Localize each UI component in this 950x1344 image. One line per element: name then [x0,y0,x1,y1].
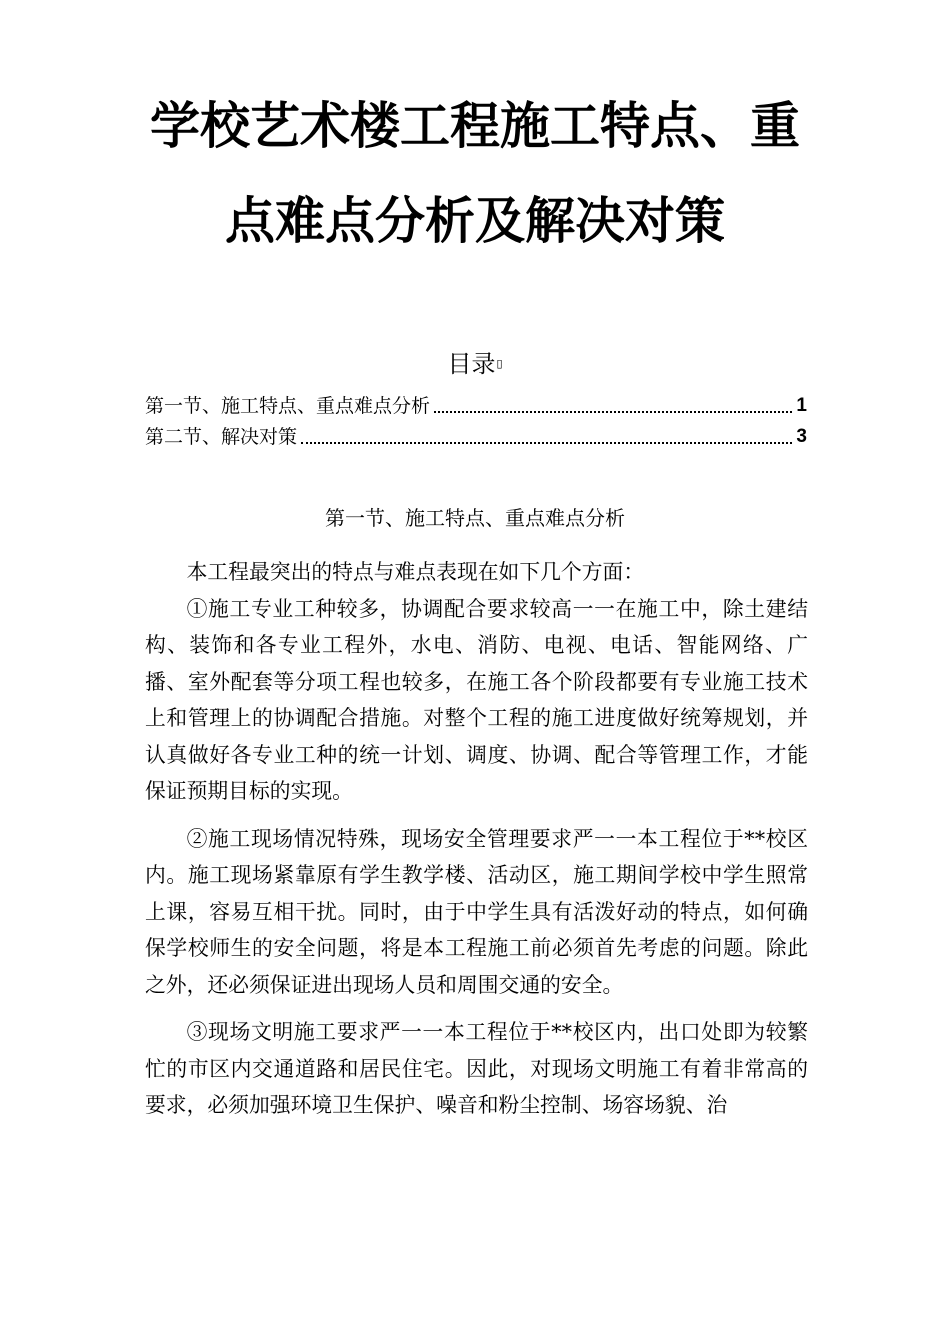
toc-entry-page: 1 [796,395,807,416]
paragraph-point-3: ③现场文明施工要求严一一本工程位于**校区内，出口处即为较繁忙的市区内交通道路和居民住宅。因此，对现场文明施工有着非常高的要求，必须加强环境卫生保护、噪音和粉尘控制、场容场貌、治 [145,1020,808,1117]
document-title-line-2: 点难点分析及解决对策 [225,192,725,250]
toc-entry-label: 第二节、解决对策 [145,426,298,448]
toc-heading [0,350,950,378]
toc-entry-1[interactable] [145,394,807,418]
paragraph-point-1: ①施工专业工种较多，协调配合要求较高一一在施工中，除土建结构、装饰和各专业工程外，水电、消防、电视、电话、智能网络、广播、室外配套等分项工程也较多，在施工各个阶段都要有专业施工技术上和管理上的协调配合措施。对整个工程的施工进度做好统筹规划，并认真做好各专业工种的统一计划、调度、协调、配合等管理工作，才能保证预期目标的实现。 [145,596,808,803]
toc-dot-leader [301,442,792,444]
toc-entry-2[interactable] [145,425,807,449]
paragraph-intro: 本工程最突出的特点与难点表现在如下几个方面： [186,560,645,584]
toc-entry-label: 第一节、施工特点、重点难点分析 [145,395,431,417]
toc-heading-mark: ▯ [496,357,503,370]
toc-entry-page: 3 [796,426,807,447]
section-body [145,554,808,1124]
toc-heading-text: 目录 [447,350,496,378]
toc-dot-leader [434,411,792,413]
paragraph-point-2: ②施工现场情况特殊，现场安全管理要求严一一本工程位于**校区内。施工现场紧靠原有学生教学楼、活动区，施工期间学校中学生照常上课，容易互相干扰。同时，由于中学生具有活泼好动的特点，如何确保学校师生的安全问题，将是本工程施工前必须首先考虑的问题。除此之外，还必须保证进出现场人员和周围交通的安全。 [145,826,808,997]
section-heading: 第一节、施工特点、重点难点分析 [325,506,625,530]
document-title-line-1: 学校艺术楼工程施工特点、重 [150,97,800,155]
